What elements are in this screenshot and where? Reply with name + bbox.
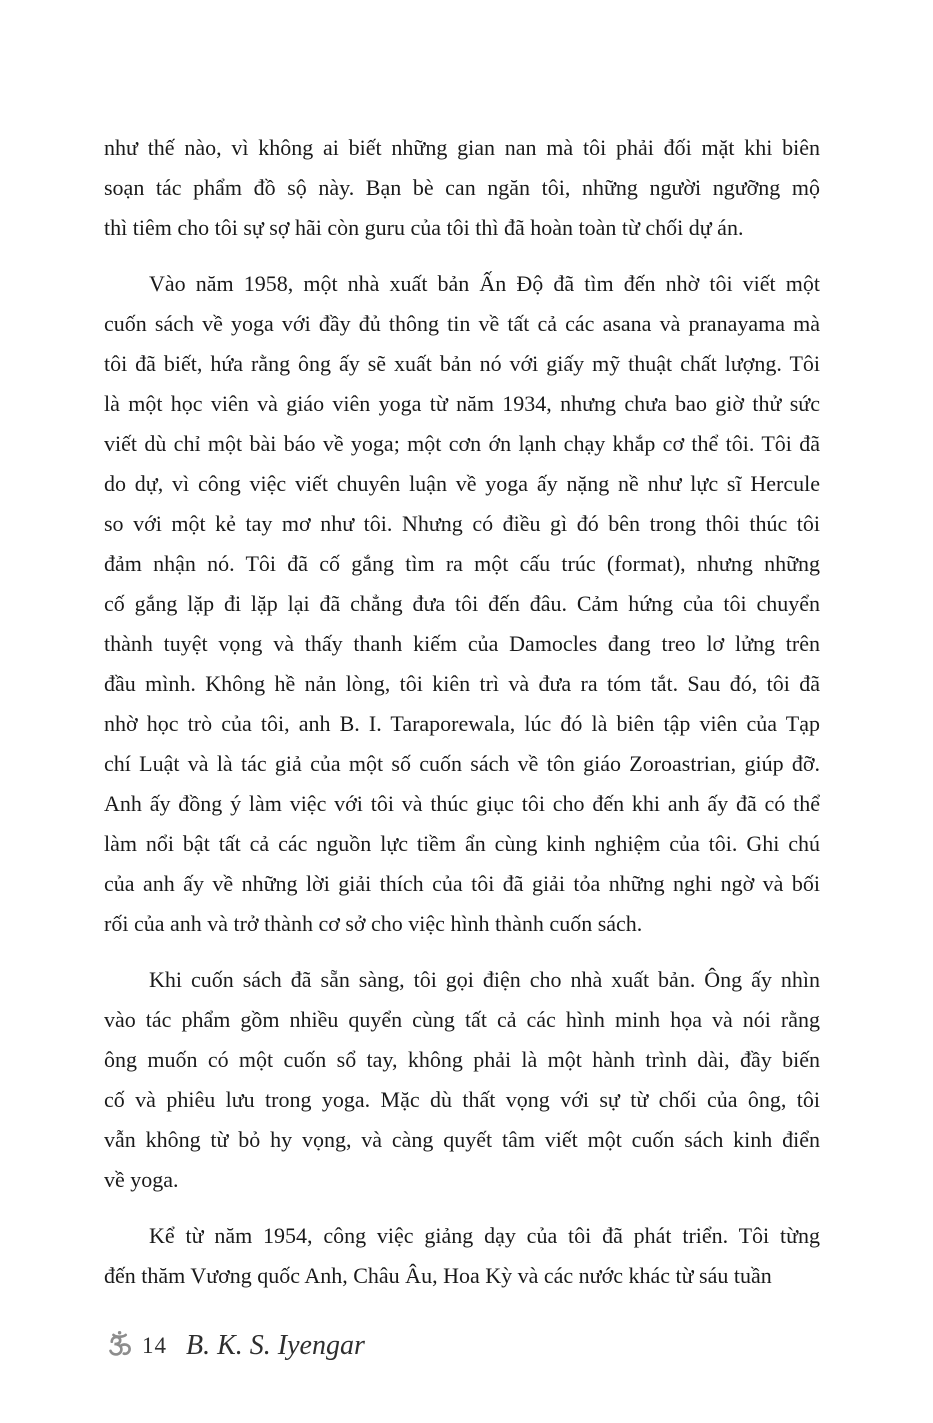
text-line: ông muốn có một cuốn sổ tay, không phải là một hành trình dài, đầy biến	[104, 1047, 820, 1072]
om-icon	[104, 1329, 135, 1363]
text-line: vẫn không từ bỏ hy vọng, và càng quyết tâm viết một cuốn sách kinh điển	[104, 1127, 820, 1152]
text-line: Kể từ năm 1954, công việc giảng dạy của tôi đã phát triển. Tôi từng	[149, 1223, 820, 1248]
text-line: nhờ học trò của tôi, anh B. I. Taraporewala, lúc đó là biên tập viên của Tạp	[104, 711, 820, 736]
text-line: cuốn sách về yoga với đầy đủ thông tin về tất cả các asana và pranayama mà	[104, 311, 820, 336]
page-footer	[104, 1327, 365, 1365]
paragraph	[104, 1216, 820, 1296]
author-name: B. K. S. Iyengar	[186, 1330, 365, 1361]
text-line: soạn tác phẩm đồ sộ này. Bạn bè can ngăn tôi, những người ngưỡng mộ	[104, 175, 820, 200]
text-line: so với một kẻ tay mơ như tôi. Nhưng có điều gì đó bên trong thôi thúc tôi	[104, 511, 820, 536]
paragraph	[104, 960, 820, 1200]
text-line: chí Luật và là tác giả của một số cuốn sách về tôn giáo Zoroastrian, giúp đỡ.	[104, 751, 820, 776]
text-line: làm nổi bật tất cả các nguồn lực tiềm ẩn cùng kinh nghiệm của tôi. Ghi chú	[104, 831, 820, 856]
text-line: Vào năm 1958, một nhà xuất bản Ấn Độ đã tìm đến nhờ tôi viết một	[149, 271, 820, 296]
body-text	[104, 128, 820, 1296]
text-line: Khi cuốn sách đã sẵn sàng, tôi gọi điện cho nhà xuất bản. Ông ấy nhìn	[149, 967, 820, 992]
text-line: như thế nào, vì không ai biết những gian nan mà tôi phải đối mặt khi biên	[104, 135, 820, 160]
text-line: của anh ấy về những lời giải thích của tôi đã giải tỏa những nghi ngờ và bối	[104, 871, 820, 896]
text-line: viết dù chỉ một bài báo về yoga; một cơn ớn lạnh chạy khắp cơ thể tôi. Tôi đã	[104, 431, 820, 456]
paragraph	[104, 128, 820, 248]
page-number: 14	[142, 1333, 167, 1358]
text-line: cố và phiêu lưu trong yoga. Mặc dù thất vọng với sự từ chối của ông, tôi	[104, 1087, 820, 1112]
text-line: đến thăm Vương quốc Anh, Châu Âu, Hoa Kỳ và các nước khác từ sáu tuần	[104, 1263, 772, 1288]
text-line: vào tác phẩm gồm nhiều quyển cùng tất cả các hình minh họa và nói rằng	[104, 1007, 820, 1032]
paragraph	[104, 264, 820, 944]
text-line: thì tiêm cho tôi sự sợ hãi còn guru của tôi thì đã hoàn toàn từ chối dự án.	[104, 215, 744, 240]
text-line: đảm nhận nó. Tôi đã cố gắng tìm ra một cấu trúc (format), nhưng những	[104, 551, 820, 576]
text-line: tôi đã biết, hứa rằng ông ấy sẽ xuất bản nó với giấy mỹ thuật chất lượng. Tôi	[104, 351, 820, 376]
text-line: thành tuyệt vọng và thấy thanh kiếm của Damocles đang treo lơ lửng trên	[104, 631, 820, 656]
text-line: về yoga.	[104, 1167, 179, 1192]
text-line: cố gắng lặp đi lặp lại đã chẳng đưa tôi đến đâu. Cảm hứng của tôi chuyển	[104, 591, 820, 616]
text-line: Anh ấy đồng ý làm việc với tôi và thúc giục tôi cho đến khi anh ấy đã có thể	[104, 791, 820, 816]
text-line: đầu mình. Không hề nản lòng, tôi kiên trì và đưa ra tóm tắt. Sau đó, tôi đã	[104, 671, 820, 696]
text-line: là một học viên và giáo viên yoga từ năm 1934, nhưng chưa bao giờ thử sức	[104, 391, 820, 416]
text-line: rối của anh và trở thành cơ sở cho việc hình thành cuốn sách.	[104, 911, 643, 936]
text-line: do dự, vì công việc viết chuyên luận về yoga ấy nặng nề như lực sĩ Hercule	[104, 471, 820, 496]
